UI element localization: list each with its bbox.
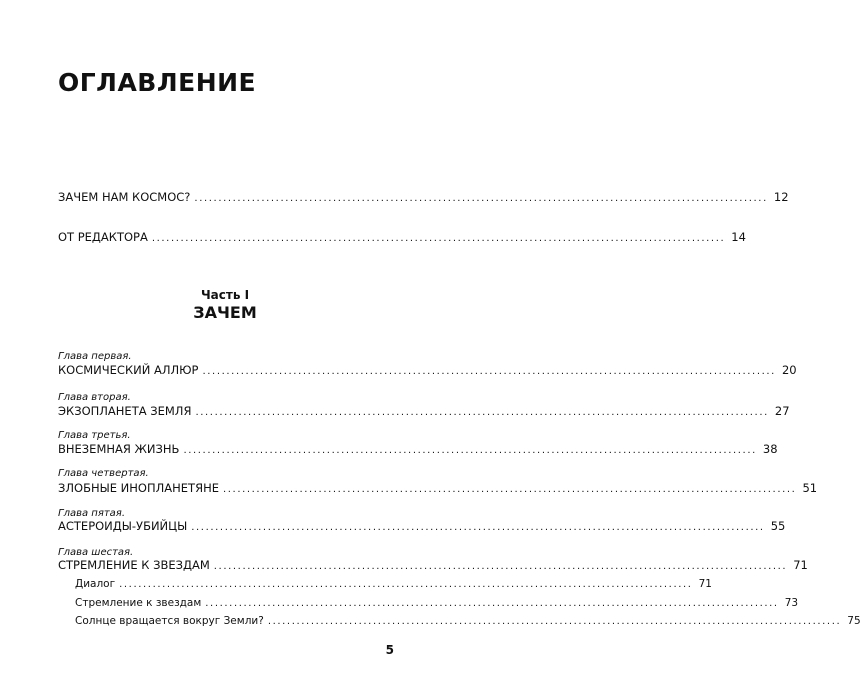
dot-leader: ........................................................................................................................ (222, 484, 797, 495)
dot-leader: ........................................................................................................................ (183, 445, 757, 456)
toc-subentry-sun-around-earth[interactable] (75, 614, 861, 629)
chapter-label: Глава третья. (58, 430, 131, 441)
toc-entry-chapter-5[interactable] (58, 519, 786, 535)
toc-entry-page: 71 (698, 578, 712, 590)
toc-entry-title: КОСМИЧЕСКИЙ АЛЛЮР (58, 363, 199, 377)
toc-entry-title: СТРЕМЛЕНИЕ К ЗВЕЗДАМ (58, 558, 210, 572)
page-number: 5 (385, 643, 394, 657)
toc-entry-from-editor[interactable] (58, 230, 746, 246)
dot-leader: ........................................................................................................................ (267, 616, 842, 627)
toc-entry-page: 20 (781, 363, 797, 377)
dot-leader: ........................................................................................................................ (195, 407, 769, 418)
toc-entry-title: АСТЕРОИДЫ-УБИЙЦЫ (58, 519, 188, 533)
chapter-label: Глава первая. (58, 351, 132, 362)
toc-entry-chapter-2[interactable] (58, 404, 790, 420)
dot-leader: ........................................................................................................................ (151, 233, 726, 244)
toc-entry-title: ЗАЧЕМ НАМ КОСМОС? (58, 190, 191, 204)
toc-entry-why-space[interactable] (58, 190, 789, 206)
toc-entry-page: 55 (770, 519, 786, 533)
toc-entry-page: 12 (773, 190, 789, 204)
toc-entry-page: 51 (802, 481, 818, 495)
dot-leader: ........................................................................................................................ (205, 598, 779, 609)
toc-entry-page: 71 (793, 558, 808, 572)
part-label: Часть I (200, 288, 250, 302)
dot-leader: ........................................................................................................................ (191, 522, 765, 533)
chapter-label: Глава четвертая. (58, 468, 149, 479)
toc-entry-title: Диалог (75, 578, 116, 590)
toc-entry-title: Стремление к звездам (75, 597, 202, 609)
chapter-label: Глава шестая. (58, 547, 134, 558)
toc-entry-chapter-4[interactable] (58, 481, 818, 497)
toc-subentry-dialog[interactable] (75, 577, 712, 592)
toc-entry-chapter-6[interactable] (58, 558, 808, 574)
page-title: ОГЛАВЛЕНИЕ (58, 68, 257, 97)
dot-leader: ........................................................................................................................ (202, 366, 776, 377)
toc-entry-page: 14 (731, 230, 746, 244)
dot-leader: ........................................................................................................................ (119, 579, 693, 590)
part-title: ЗАЧЕМ (193, 303, 257, 322)
dot-leader: ........................................................................................................................ (194, 193, 768, 204)
toc-entry-page: 75 (847, 615, 861, 627)
toc-entry-page: 27 (774, 404, 790, 418)
toc-entry-title: ЗЛОБНЫЕ ИНОПЛАНЕТЯНЕ (58, 481, 219, 495)
toc-entry-title: ОТ РЕДАКТОРА (58, 230, 148, 244)
chapter-label: Глава вторая. (58, 392, 131, 403)
toc-entry-title: Солнце вращается вокруг Земли? (75, 615, 264, 627)
toc-entry-chapter-3[interactable] (58, 442, 778, 458)
toc-subentry-to-the-stars[interactable] (75, 596, 799, 611)
toc-entry-page: 73 (784, 597, 799, 609)
toc-entry-page: 38 (762, 442, 778, 456)
dot-leader: ........................................................................................................................ (213, 561, 788, 572)
toc-entry-title: ВНЕЗЕМНАЯ ЖИЗНЬ (58, 442, 180, 456)
toc-entry-title: ЭКЗОПЛАНЕТА ЗЕМЛЯ (58, 404, 192, 418)
chapter-label: Глава пятая. (58, 508, 125, 519)
toc-entry-chapter-1[interactable] (58, 363, 797, 379)
